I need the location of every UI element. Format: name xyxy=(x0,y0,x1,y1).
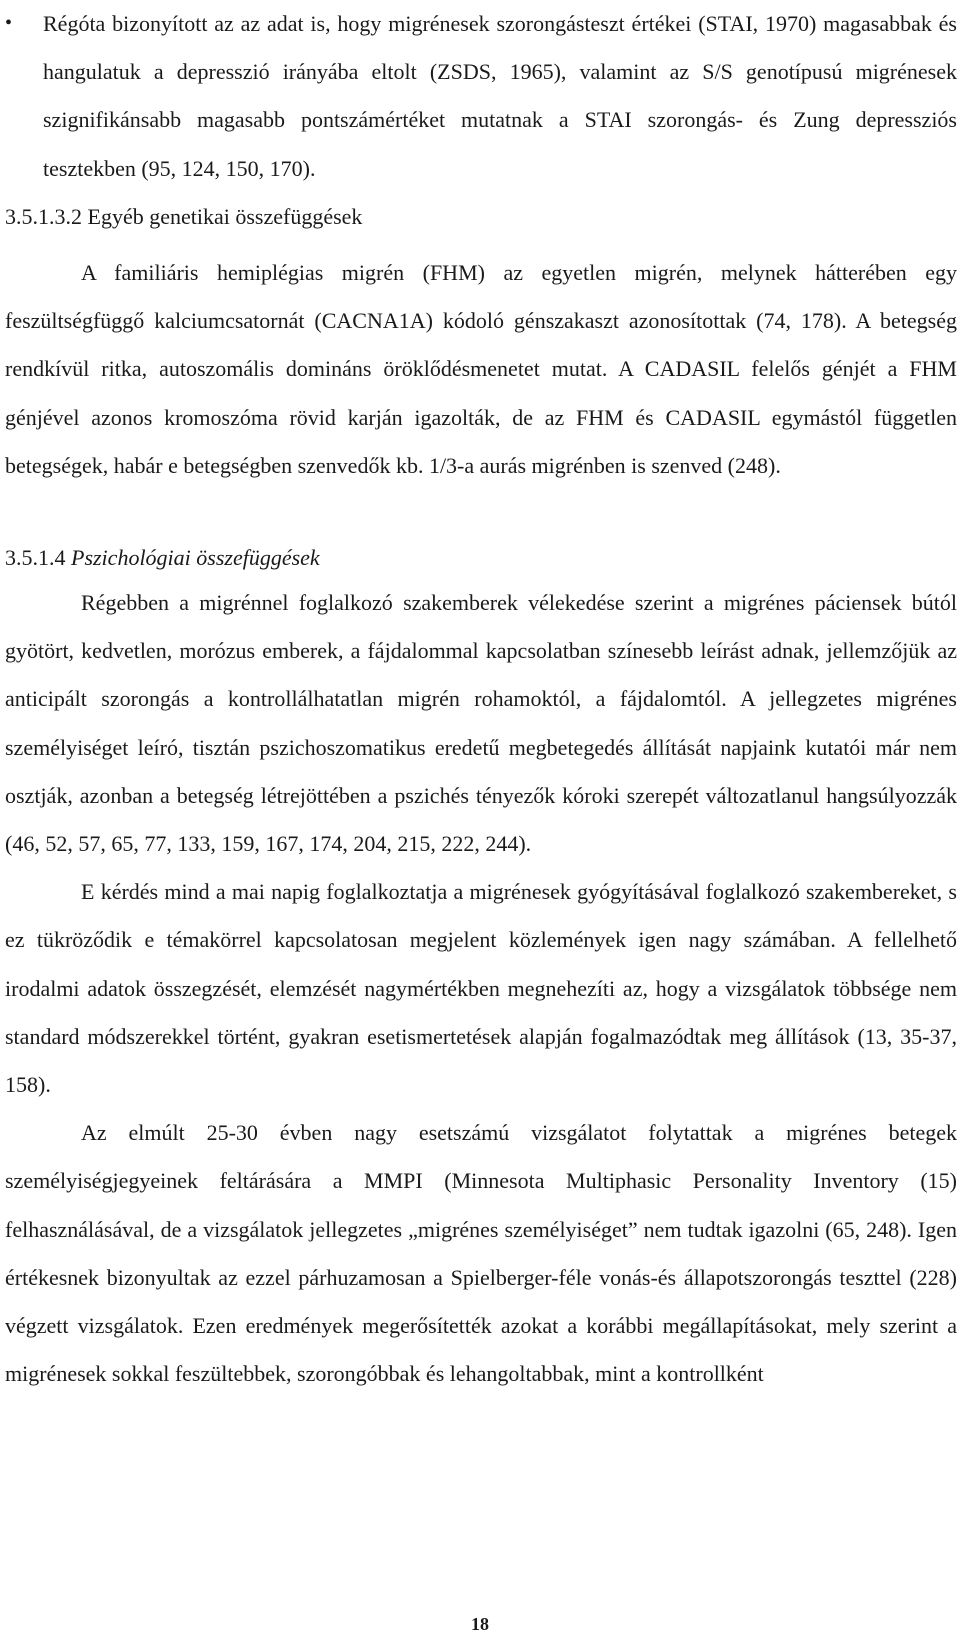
genetic-paragraph: A familiáris hemiplégias migrén (FHM) az egyetlen migrén, melynek hátterében egy feszültségfüggő kalciumcsatornát (CACNA1A) kódoló génszakaszt azonosítottak (74, 178). A betegség rendkívül ritka, autoszomális domináns öröklődésmenetet mutat. A CADASIL felelős génjét a FHM génjével azonos kromoszóma rövid karján igazolták, de az FHM és CADASIL egymástól független betegségek, habár e betegségben szenvedők kb. 1/3-a aurás migrénben is szenved (248). xyxy=(5,260,957,478)
genetic-section-body xyxy=(5,249,957,490)
psych-paragraph-1: Régebben a migrénnel foglalkozó szakemberek vélekedése szerint a migrénes páciensek bútól gyötört, kedvetlen, morózus emberek, a fájdalommal kapcsolatban színesebb leírást adnak, jellemzőjük az anticipált szorongás a kontrollálhatatlan migrén rohamoktól, a fájdalomtól. A jellegzetes migrénes személyiséget leíró, tisztán pszichoszomatikus eredetű megbetegedés állítását napjaink kutatói már nem osztják, azonban a betegség létrejöttében a pszichés tényezők kóroki szerepét változatlanul hangsúlyozzák (46, 52, 57, 65, 77, 133, 159, 167, 174, 204, 215, 222, 244). xyxy=(5,590,957,857)
section-heading-genetic: 3.5.1.3.2 Egyéb genetikai összefüggések xyxy=(5,204,363,229)
psychological-section-body xyxy=(5,579,957,1398)
section-heading-number: 3.5.1.4 xyxy=(5,545,66,570)
bullet-icon: • xyxy=(5,12,13,34)
bullet-paragraph: Régóta bizonyított az az adat is, hogy migrénesek szorongásteszt értékei (STAI, 1970) magasabbak és hangulatuk a depresszió irányába eltolt (ZSDS, 1965), valamint az S/S genotípusú migrénesek szignifikánsabb magasabb pontszámértéket mutatnak a STAI szorongás- és Zung depressziós tesztekben (95, 124, 150, 170). xyxy=(43,11,957,181)
psych-paragraph-3: Az elmúlt 25-30 évben nagy esetszámú vizsgálatot folytattak a migrénes betegek személyiségjegyeinek feltárására a MMPI (Minnesota Multiphasic Personality Inventory (15) felhasználásával, de a vizsgálatok jellegzetes „migrénes személyiséget” nem tudtak igazolni (65, 248). Igen értékesnek bizonyultak az ezzel párhuzamosan a Spielberger-féle vonás-és állapotszorongás teszttel (228) végzett vizsgálatok. Ezen eredmények megerősítették azokat a korábbi megállapításokat, mely szerint a migrénesek sokkal feszültebbek, szorongóbbak és lehangoltabbak, mint a kontrollként xyxy=(5,1120,957,1387)
page-number: 18 xyxy=(471,1614,489,1634)
section-heading-psychological xyxy=(5,538,320,578)
section-heading-title: Pszichológiai összefüggések xyxy=(71,545,320,570)
psych-paragraph-2: E kérdés mind a mai napig foglalkoztatja a migrénesek gyógyításával foglalkozó szakembereket, s ez tükröződik e témakörrel kapcsolatosan megjelent közlemények igen nagy számában. A fellelhető irodalmi adatok összegzését, elemzését nagymértékben megnehezíti az, hogy a vizsgálatok többsége nem standard módszerekkel történt, gyakran esetismertetések alapján fogalmazódtak meg állítások (13, 35-37, 158). xyxy=(5,879,957,1098)
